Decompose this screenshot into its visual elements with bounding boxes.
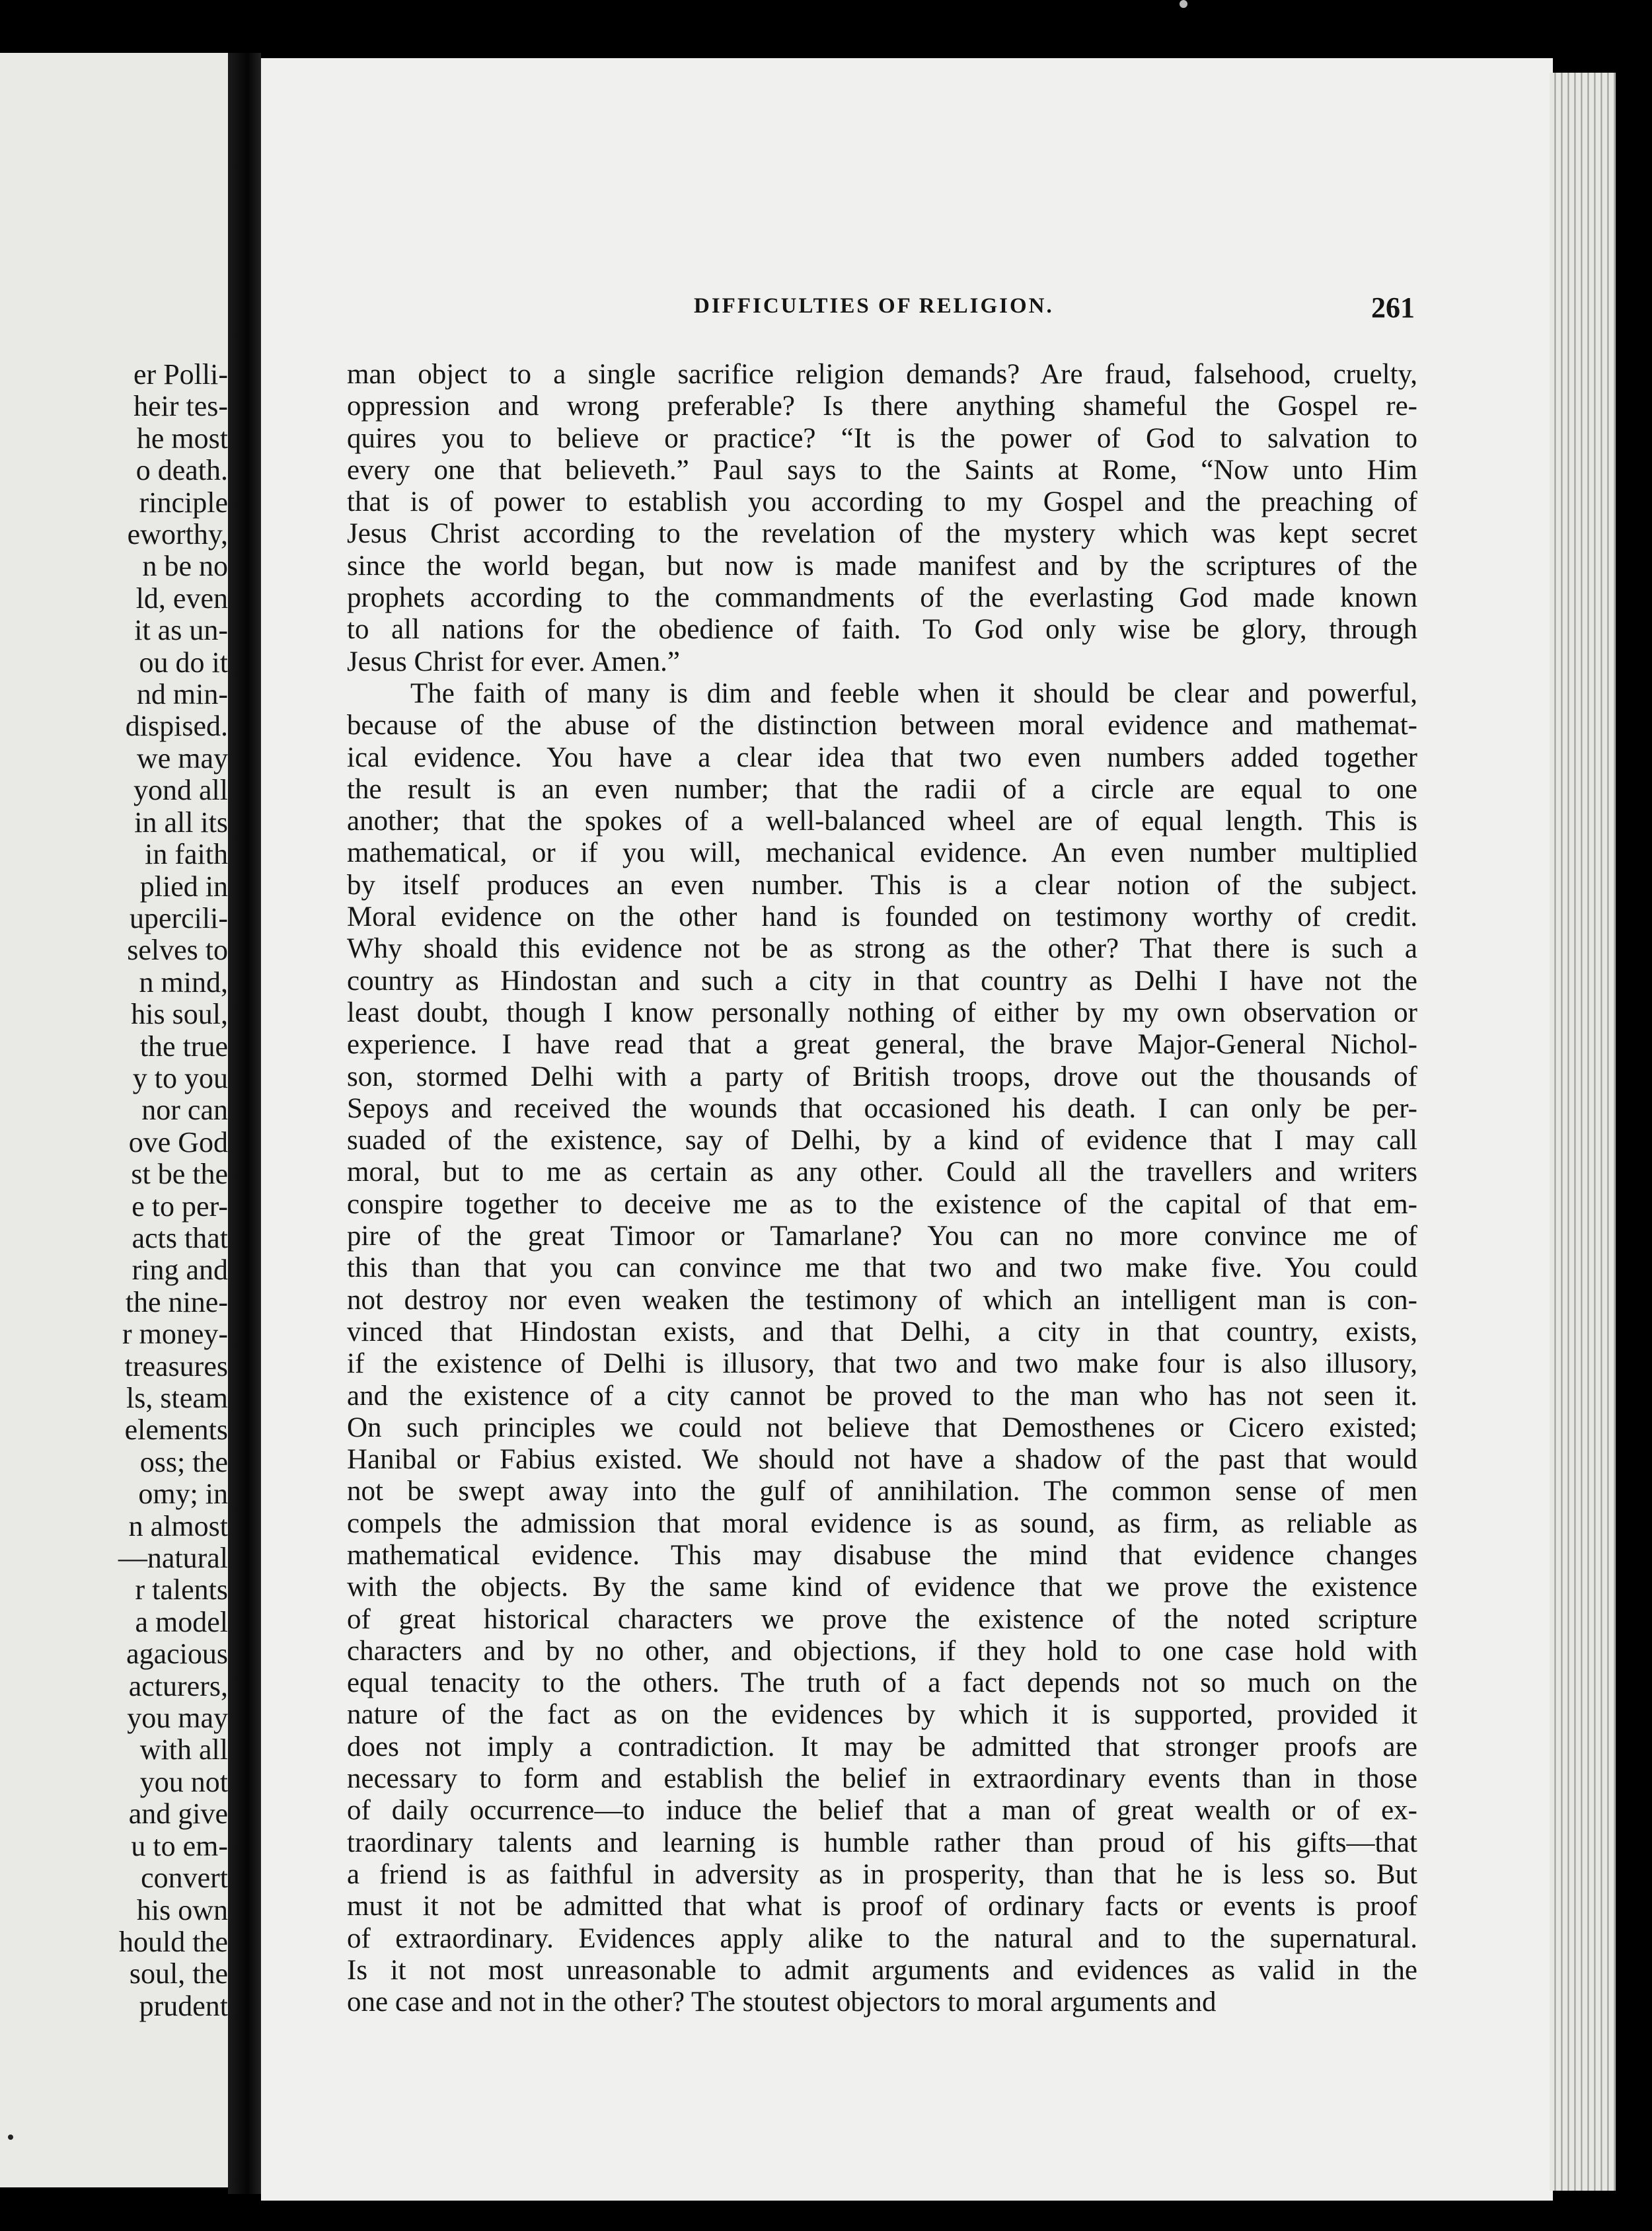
text-line: On such principles we could not believe that Demosthenes or Cicero existed; (347, 1412, 1417, 1443)
left-text-line: with all (139, 1734, 228, 1766)
left-text-line: yond all (133, 775, 228, 807)
left-text-line: y to you (132, 1062, 228, 1094)
text-line: Jesus Christ according to the revelation of the mystery which was kept secret (347, 518, 1417, 550)
left-text-line: n mind, (139, 966, 228, 999)
text-line: conspire together to deceive me as to the existence of the capital of that em- (347, 1188, 1417, 1220)
left-text-line: —natural (118, 1542, 228, 1575)
text-line: to all nations for the obedience of faith. To God only wise be glory, through (347, 614, 1417, 646)
left-text-line: acturers, (128, 1670, 228, 1702)
text-line: every one that believeth.” Paul says to the Saints at Rome, “Now unto Him (347, 454, 1417, 486)
text-line: suaded of the existence, say of Delhi, by a kind of evidence that I may call (347, 1125, 1417, 1156)
text-line: not be swept away into the gulf of annihilation. The common sense of men (347, 1476, 1417, 1507)
left-text-line: n be no (142, 550, 228, 583)
text-line: least doubt, though I know personally nothing of either by my own observation or (347, 997, 1417, 1028)
left-text-line: you not (139, 1766, 228, 1798)
text-line: The faith of many is dim and feeble when it should be clear and powerful, (410, 677, 1417, 709)
text-line: because of the abuse of the distinction between moral evidence and mathemat- (347, 710, 1417, 741)
left-text-line: o death. (135, 455, 228, 487)
left-text-line: his soul, (131, 999, 228, 1031)
left-text-line: r money- (122, 1318, 228, 1351)
text-line: does not imply a contradiction. It may be admitted that stronger proofs are (347, 1731, 1417, 1762)
text-line: mathematical evidence. This may disabuse the mind that evidence changes (347, 1539, 1417, 1571)
left-text-line: dispised. (125, 710, 228, 743)
text-line: if the existence of Delhi is illusory, that two and two make four is also illusory, (347, 1348, 1417, 1380)
left-text-line: heir tes- (133, 391, 228, 423)
text-line: of daily occurrence—to induce the belief that a man of great wealth or of ex- (347, 1795, 1417, 1827)
text-line: country as Hindostan and such a city in that country as Delhi I have not the (347, 965, 1417, 997)
text-line: Hanibal or Fabius existed. We should not have a shadow of the past that would (347, 1444, 1417, 1476)
left-text-line: nor can (141, 1094, 228, 1127)
text-line: another; that the spokes of a well-balanced wheel are of equal length. This is (347, 806, 1417, 837)
left-text-line: r talents (135, 1574, 228, 1607)
text-line: Moral evidence on the other hand is founded on testimony worthy of credit. (347, 901, 1417, 933)
left-text-line: upercili- (129, 902, 228, 934)
left-text-line: it as un- (134, 615, 228, 647)
left-text-line: a model (135, 1606, 228, 1638)
text-line: ical evidence. You have a clear idea that two even numbers added together (347, 741, 1417, 773)
left-text-line: in faith (145, 839, 228, 871)
left-text-line: prudent (139, 1990, 228, 2022)
text-line: one case and not in the other? The stoutest objectors to moral arguments and (347, 1986, 1217, 2018)
text-line: that is of power to establish you according to my Gospel and the preaching of (347, 486, 1417, 518)
left-text-line: e to per- (131, 1190, 228, 1223)
book-gutter (228, 53, 261, 2194)
text-line: and the existence of a city cannot be proved to the man who has not seen it. (347, 1380, 1417, 1412)
left-text-line: ld, even (135, 582, 228, 615)
text-line: this than that you can convince me that two and two make five. You could (347, 1252, 1417, 1284)
left-text-line: u to em- (131, 1830, 228, 1862)
left-text-line: in all its (134, 806, 228, 839)
text-line: compels the admission that moral evidence is as sound, as firm, as reliable as (347, 1507, 1417, 1539)
left-text-line: acts that (131, 1222, 228, 1254)
left-text-line: nd min- (136, 679, 228, 711)
text-line: traordinary talents and learning is humble rather than proud of his gifts—that (347, 1827, 1417, 1858)
text-line: not destroy nor even weaken the testimony of which an intelligent man is con- (347, 1284, 1417, 1316)
text-line: Jesus Christ for ever. Amen.” (347, 646, 680, 677)
text-line: pire of the great Timoor or Tamarlane? You can no more convince me of (347, 1221, 1417, 1252)
left-page-text (0, 53, 228, 2022)
text-line: experience. I have read that a great general, the brave Major-General Nichol- (347, 1029, 1417, 1061)
left-text-line: the nine- (125, 1286, 228, 1318)
left-text-line: agacious (126, 1638, 228, 1671)
left-page (0, 53, 228, 2187)
text-line: necessary to form and establish the belief in extraordinary events than in those (347, 1763, 1417, 1795)
text-line: Why shoald this evidence not be as strong as the other? That there is such a (347, 933, 1417, 965)
scan-speck-left (8, 2135, 13, 2140)
left-text-line: ls, steam (126, 1382, 228, 1414)
left-text-line: st be the (131, 1158, 228, 1191)
left-text-line: you may (127, 1702, 228, 1735)
text-line: quires you to believe or practice? “It is the power of God to salvation to (347, 422, 1417, 454)
text-line: characters and by no other, and objections, if they hold to one case hold with (347, 1635, 1417, 1667)
text-line: Is it not most unreasonable to admit arguments and evidences as valid in the (347, 1954, 1417, 1986)
left-text-line: his own (136, 1894, 228, 1926)
text-line: the result is an even number; that the radii of a circle are equal to one (347, 773, 1417, 805)
left-text-line: hould the (119, 1926, 228, 1958)
left-text-line: and give (128, 1798, 228, 1831)
text-line: a friend is as faithful in adversity as in prosperity, than that he is less so. But (347, 1858, 1417, 1890)
left-text-line: we may (136, 742, 228, 775)
left-text-line: rinciple (139, 486, 228, 519)
running-head: DIFFICULTIES OF RELIGION. (694, 294, 1054, 318)
text-line: prophets according to the commandments of the everlasting God made known (347, 582, 1417, 614)
text-line: man object to a single sacrifice religion demands? Are fraud, falsehood, cruelty, (347, 359, 1417, 390)
text-line: since the world began, but now is made manifest and by the scriptures of the (347, 550, 1417, 582)
text-line: equal tenacity to the others. The truth of a fact depends not so much on the (347, 1667, 1417, 1699)
text-line: of extraordinary. Evidences apply alike to the natural and to the supernatural. (347, 1922, 1417, 1954)
left-text-line: ring and (131, 1254, 228, 1287)
page-edges (1550, 73, 1616, 2191)
left-text-line: the true (139, 1030, 228, 1063)
text-line: with the objects. By the same kind of evidence that we prove the existence (347, 1571, 1417, 1603)
text-line: of great historical characters we prove the existence of the noted scripture (347, 1603, 1417, 1635)
body-text (347, 359, 1417, 2018)
text-line: nature of the fact as on the evidences by which it is supported, provided it (347, 1699, 1417, 1731)
left-text-line: omy; in (138, 1478, 228, 1511)
scan-speck (1180, 0, 1187, 8)
left-text-line: he most (136, 422, 228, 455)
left-text-line: n almost (128, 1510, 228, 1542)
text-line: must it not be admitted that what is proof of ordinary facts or events is proof (347, 1891, 1417, 1922)
left-text-line: plied in (139, 870, 228, 903)
left-text-line: treasures (124, 1350, 228, 1382)
text-line: moral, but to me as certain as any other. Could all the travellers and writers (347, 1156, 1417, 1188)
left-text-line: convert (141, 1862, 228, 1895)
left-text-line: elements (124, 1414, 228, 1447)
left-text-line: er Polli- (133, 359, 228, 391)
left-text-line: oss; the (139, 1446, 228, 1478)
text-line: mathematical, or if you will, mechanical evidence. An even number multiplied (347, 837, 1417, 869)
left-text-line: selves to (127, 934, 228, 967)
left-text-line: eworthy, (127, 519, 228, 551)
left-text-line: ou do it (139, 646, 228, 679)
page-number: 261 (1371, 291, 1415, 324)
left-text-line: soul, the (129, 1958, 228, 1990)
text-line: vinced that Hindostan exists, and that Delhi, a city in that country, exists, (347, 1316, 1417, 1347)
text-line: son, stormed Delhi with a party of British troops, drove out the thousands of (347, 1061, 1417, 1092)
text-line: Sepoys and received the wounds that occasioned his death. I can only be per- (347, 1092, 1417, 1124)
text-line: oppression and wrong preferable? Is there anything shameful the Gospel re- (347, 391, 1417, 422)
text-line: by itself produces an even number. This is a clear notion of the subject. (347, 869, 1417, 901)
left-text-line: ove God (128, 1126, 228, 1158)
